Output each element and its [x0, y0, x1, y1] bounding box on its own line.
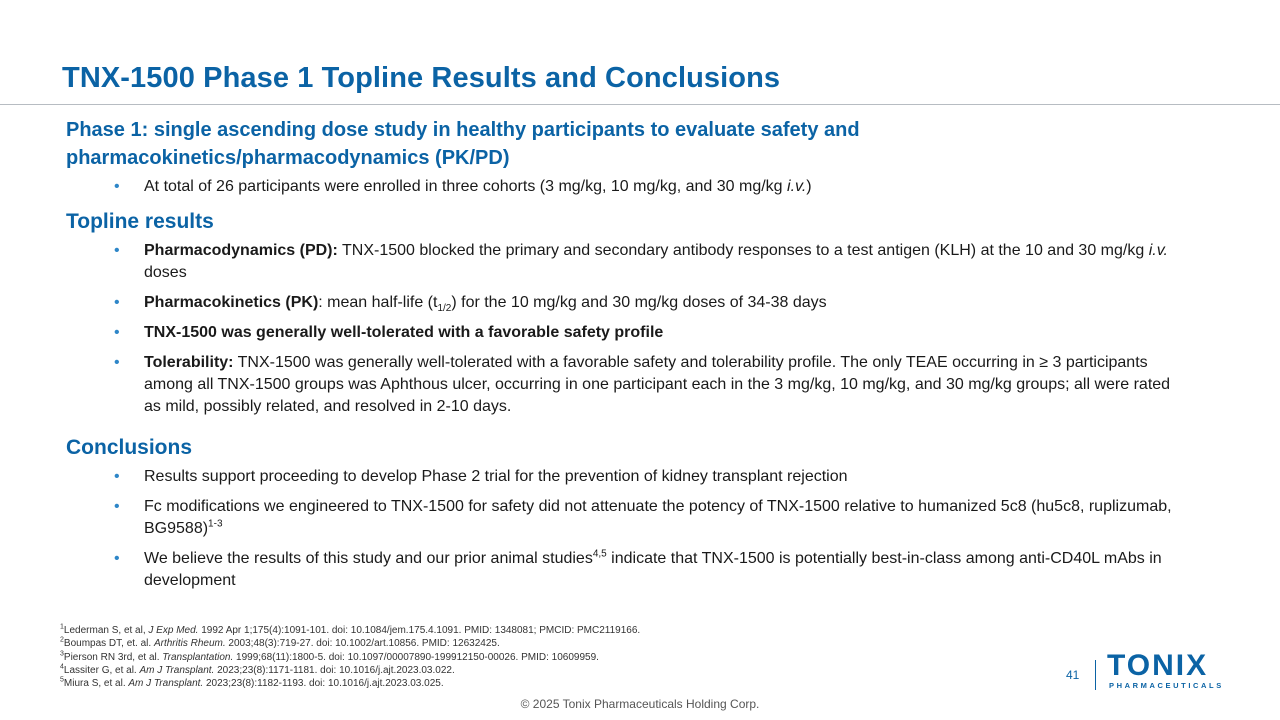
list-item: • At total of 26 participants were enrolled in three cohorts (3 mg/kg, 10 mg/kg, and 30 mg/kg i.v.) [66, 176, 1186, 198]
reference-item: $^4$Lassiter G, et al. Am J Transplant. 2023;23(8):1171-1181. doi: 10.1016/j.ajt.2023.03.022. [60, 663, 455, 676]
copyright-footer: © 2025 Tonix Pharmaceuticals Holding Corp. [520, 697, 760, 711]
references [60, 624, 960, 690]
reference-item: $^5$Miura S, et al. Am J Transplant. 2023;23(8):1182-1193. doi: 10.1016/j.ajt.2023.03.025. [60, 676, 444, 690]
page-number: 41 [1066, 668, 1080, 682]
phase1-heading: Phase 1: single ascending dose study in healthy participants to evaluate safety and pharmacokinetics/pharmacodynamics (PK/PD) [66, 119, 860, 169]
phase1-bullets [66, 176, 1186, 198]
logo-subtitle: PHARMACEUTICALS [1109, 681, 1224, 690]
reference-item: $^1$Lederman S, et al, J Exp Med. 1992 Apr 1;175(4):1091-101. doi: 10.1084/jem.175.4.1091. PMID: 1348081; PMCID: PMC2119166. [60, 623, 641, 636]
list-item: • Fc modifications we engineered to TNX-1500 for safety did not attenuate the potency of TNX-1500 relative to humanized 5c8 (hu5c8, ruplizumab, BG9588)$^{1-3}$ [66, 496, 1186, 540]
logo-divider [1095, 660, 1096, 690]
topline-bullets [66, 240, 1186, 418]
list-item: • Tolerability: TNX-1500 was generally well-tolerated with a favorable safety and tolerability profile. The only TEAE occurring in ≥ 3 participants among all TNX-1500 groups was Aphthous ulcer, occurring in one participant each in the 3 mg/kg, 10 mg/kg, and 30 mg/kg groups; all were rated as mild, possibly related, and resolved in 2-10 days. [66, 352, 1186, 418]
reference-item: $^2$Boumpas DT, et. al. Arthritis Rheum. 2003;48(3):719-27. doi: 10.1002/art.10856. PMID: 12632425. [60, 636, 500, 650]
tonix-logo [1107, 649, 1224, 690]
list-item: • Pharmacokinetics (PK): mean half-life $(t_{1/2})$ for the 10 mg/kg and 30 mg/kg doses of 34-38 days [66, 292, 1186, 314]
slide-title: TNX-1500 Phase 1 Topline Results and Conclusions [62, 62, 781, 94]
list-item: • TNX-1500 was generally well-tolerated with a favorable safety profile [66, 322, 1186, 344]
conclusions-heading: Conclusions [66, 436, 193, 459]
title-divider [0, 104, 1280, 105]
reference-item: $^3$Pierson RN 3rd, et al. Transplantation. 1999;68(11):1800-5. doi: 10.1097/00007890-199912150-00026. PMID: 10609959. [60, 650, 599, 663]
list-item: • Pharmacodynamics (PD): TNX-1500 blocked the primary and secondary antibody responses to a test antigen (KLH) at the 10 and 30 mg/kg i.v. doses [66, 240, 1186, 284]
list-item: • Results support proceeding to develop Phase 2 trial for the prevention of kidney transplant rejection [66, 466, 1186, 488]
list-item: • We believe the results of this study and our prior animal studies$^{4,5}$ indicate that TNX-1500 is potentially best-in-class among anti-CD40L mAbs in development [66, 548, 1186, 592]
logo-wordmark: TONIX [1107, 649, 1209, 682]
conclusions-bullets [66, 466, 1186, 592]
slide-content [66, 116, 1186, 600]
topline-heading: Topline results [66, 210, 214, 233]
